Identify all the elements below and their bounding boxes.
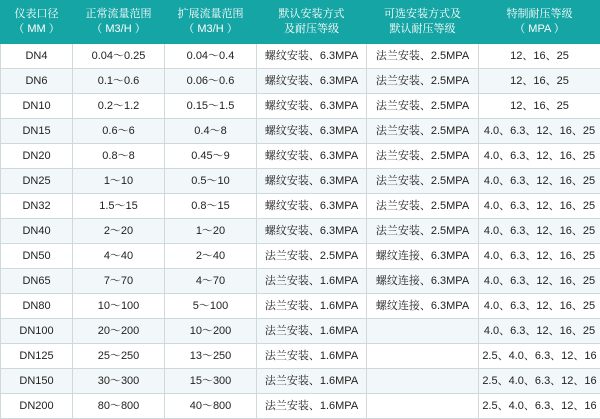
table-cell: 法兰安装、1.6MPA bbox=[257, 369, 367, 394]
cell-caliber: DN20 bbox=[1, 144, 73, 169]
column-header-line: 扩展流量范围 bbox=[167, 7, 254, 22]
table-row bbox=[1, 319, 600, 344]
table-cell: 法兰安装、1.6MPA bbox=[257, 394, 367, 419]
table-row bbox=[1, 294, 600, 319]
table-cell: 螺纹安装、6.3MPA bbox=[257, 44, 367, 69]
table-cell: 40～800 bbox=[165, 394, 257, 419]
table-cell: 1.5～15 bbox=[73, 194, 165, 219]
table-cell: 10～100 bbox=[73, 294, 165, 319]
table-cell: 法兰安装、1.6MPA bbox=[257, 319, 367, 344]
column-header-1 bbox=[73, 1, 165, 44]
cell-caliber: DN15 bbox=[1, 119, 73, 144]
table-cell: 4.0、6.3、12、16、25 bbox=[479, 119, 600, 144]
table-cell: 螺纹连接、6.3MPA bbox=[367, 244, 479, 269]
table-cell: 2.5、4.0、6.3、12、16 bbox=[479, 369, 600, 394]
table-cell: 法兰安装、2.5MPA bbox=[367, 219, 479, 244]
table-row bbox=[1, 244, 600, 269]
table-cell: 法兰安装、1.6MPA bbox=[257, 344, 367, 369]
table-cell: 4.0、6.3、12、16、25 bbox=[479, 319, 600, 344]
table-cell: 0.4～8 bbox=[165, 119, 257, 144]
table-cell: 0.8～8 bbox=[73, 144, 165, 169]
table-cell: 法兰安装、2.5MPA bbox=[367, 169, 479, 194]
table-cell: 30～300 bbox=[73, 369, 165, 394]
table-cell: 5～100 bbox=[165, 294, 257, 319]
table-cell: 螺纹安装、6.3MPA bbox=[257, 194, 367, 219]
table-cell: 法兰安装、2.5MPA bbox=[367, 119, 479, 144]
table-cell: 4.0、6.3、12、16、25 bbox=[479, 144, 600, 169]
column-header-line: 特制耐压等级 bbox=[481, 7, 598, 22]
table-cell bbox=[367, 344, 479, 369]
table-header-row bbox=[1, 1, 600, 44]
table-cell: 4.0、6.3、12、16、25 bbox=[479, 269, 600, 294]
table-cell: 螺纹安装、6.3MPA bbox=[257, 69, 367, 94]
table-cell: 2～40 bbox=[165, 244, 257, 269]
cell-caliber: DN6 bbox=[1, 69, 73, 94]
table-row bbox=[1, 219, 600, 244]
table-cell bbox=[367, 394, 479, 419]
table-cell: 法兰安装、2.5MPA bbox=[367, 94, 479, 119]
table-cell: 法兰安装、1.6MPA bbox=[257, 294, 367, 319]
table-cell: 7～70 bbox=[73, 269, 165, 294]
table-cell: 螺纹安装、6.3MPA bbox=[257, 94, 367, 119]
table-cell: 0.6～6 bbox=[73, 119, 165, 144]
table-cell: 0.1～0.6 bbox=[73, 69, 165, 94]
table-cell: 4.0、6.3、12、16、25 bbox=[479, 244, 600, 269]
cell-caliber: DN4 bbox=[1, 44, 73, 69]
table-cell: 0.04～0.4 bbox=[165, 44, 257, 69]
table-cell: 螺纹连接、6.3MPA bbox=[367, 269, 479, 294]
cell-caliber: DN65 bbox=[1, 269, 73, 294]
column-header-line: 正常流量范围 bbox=[75, 7, 162, 22]
table-cell: 法兰安装、1.6MPA bbox=[257, 269, 367, 294]
table-cell: 法兰安装、2.5MPA bbox=[367, 69, 479, 94]
column-header-4 bbox=[367, 1, 479, 44]
table-cell: 4.0、6.3、12、16、25 bbox=[479, 219, 600, 244]
table-row bbox=[1, 194, 600, 219]
table-cell: 0.2～1.2 bbox=[73, 94, 165, 119]
cell-caliber: DN100 bbox=[1, 319, 73, 344]
table-cell: 2.5、4.0、6.3、12、16 bbox=[479, 394, 600, 419]
table-cell: 12、16、25 bbox=[479, 69, 600, 94]
cell-caliber: DN10 bbox=[1, 94, 73, 119]
table-row bbox=[1, 369, 600, 394]
table-cell: 4～70 bbox=[165, 269, 257, 294]
table-cell: 0.5～10 bbox=[165, 169, 257, 194]
column-header-line: 默认安装方式 bbox=[259, 7, 364, 22]
column-header-line: （ MPA ） bbox=[481, 22, 598, 37]
table-cell: 螺纹安装、6.3MPA bbox=[257, 119, 367, 144]
table-cell bbox=[367, 369, 479, 394]
table-cell: 螺纹安装、6.3MPA bbox=[257, 169, 367, 194]
column-header-line: 及耐压等级 bbox=[259, 22, 364, 37]
table-cell: 4.0、6.3、12、16、25 bbox=[479, 194, 600, 219]
column-header-5 bbox=[479, 1, 600, 44]
table-cell: 13～250 bbox=[165, 344, 257, 369]
table-row bbox=[1, 144, 600, 169]
table-cell: 80～800 bbox=[73, 394, 165, 419]
table-cell: 15～300 bbox=[165, 369, 257, 394]
table-cell: 0.8～15 bbox=[165, 194, 257, 219]
table-cell: 20～200 bbox=[73, 319, 165, 344]
column-header-line: （ M3/H ） bbox=[75, 22, 162, 37]
table-cell: 2～20 bbox=[73, 219, 165, 244]
column-header-line: （ M3/H ） bbox=[167, 22, 254, 37]
cell-caliber: DN200 bbox=[1, 394, 73, 419]
table-cell: 螺纹安装、6.3MPA bbox=[257, 144, 367, 169]
column-header-line: （ MM ） bbox=[3, 22, 70, 37]
table-cell: 法兰安装、2.5MPA bbox=[367, 44, 479, 69]
table-cell: 25～250 bbox=[73, 344, 165, 369]
table-cell: 螺纹连接、6.3MPA bbox=[367, 294, 479, 319]
cell-caliber: DN25 bbox=[1, 169, 73, 194]
table-row bbox=[1, 44, 600, 69]
cell-caliber: DN50 bbox=[1, 244, 73, 269]
cell-caliber: DN32 bbox=[1, 194, 73, 219]
table-cell: 4～40 bbox=[73, 244, 165, 269]
table-cell bbox=[367, 319, 479, 344]
table-row bbox=[1, 119, 600, 144]
table-cell: 螺纹安装、6.3MPA bbox=[257, 219, 367, 244]
table-row bbox=[1, 94, 600, 119]
table-cell: 法兰安装、2.5MPA bbox=[367, 194, 479, 219]
table-body bbox=[1, 44, 600, 419]
table-row bbox=[1, 394, 600, 419]
column-header-line: 默认耐压等级 bbox=[369, 22, 476, 37]
cell-caliber: DN80 bbox=[1, 294, 73, 319]
table-cell: 10～200 bbox=[165, 319, 257, 344]
table-cell: 1～10 bbox=[73, 169, 165, 194]
column-header-0 bbox=[1, 1, 73, 44]
table-cell: 0.06～0.6 bbox=[165, 69, 257, 94]
table-row bbox=[1, 269, 600, 294]
table-cell: 法兰安装、2.5MPA bbox=[257, 244, 367, 269]
table-cell: 1～20 bbox=[165, 219, 257, 244]
column-header-2 bbox=[165, 1, 257, 44]
table-row bbox=[1, 69, 600, 94]
table-cell: 0.04～0.25 bbox=[73, 44, 165, 69]
table-cell: 2.5、4.0、6.3、12、16 bbox=[479, 344, 600, 369]
cell-caliber: DN40 bbox=[1, 219, 73, 244]
column-header-3 bbox=[257, 1, 367, 44]
column-header-line: 仪表口径 bbox=[3, 7, 70, 22]
table-header bbox=[1, 1, 600, 44]
cell-caliber: DN150 bbox=[1, 369, 73, 394]
table-cell: 4.0、6.3、12、16、25 bbox=[479, 169, 600, 194]
table-row bbox=[1, 169, 600, 194]
table-cell: 0.15～1.5 bbox=[165, 94, 257, 119]
cell-caliber: DN125 bbox=[1, 344, 73, 369]
table-cell: 法兰安装、2.5MPA bbox=[367, 144, 479, 169]
column-header-line: 可选安装方式及 bbox=[369, 7, 476, 22]
table-cell: 12、16、25 bbox=[479, 94, 600, 119]
table-cell: 0.45～9 bbox=[165, 144, 257, 169]
table-cell: 12、16、25 bbox=[479, 44, 600, 69]
table-row bbox=[1, 344, 600, 369]
table-cell: 4.0、6.3、12、16、25 bbox=[479, 294, 600, 319]
